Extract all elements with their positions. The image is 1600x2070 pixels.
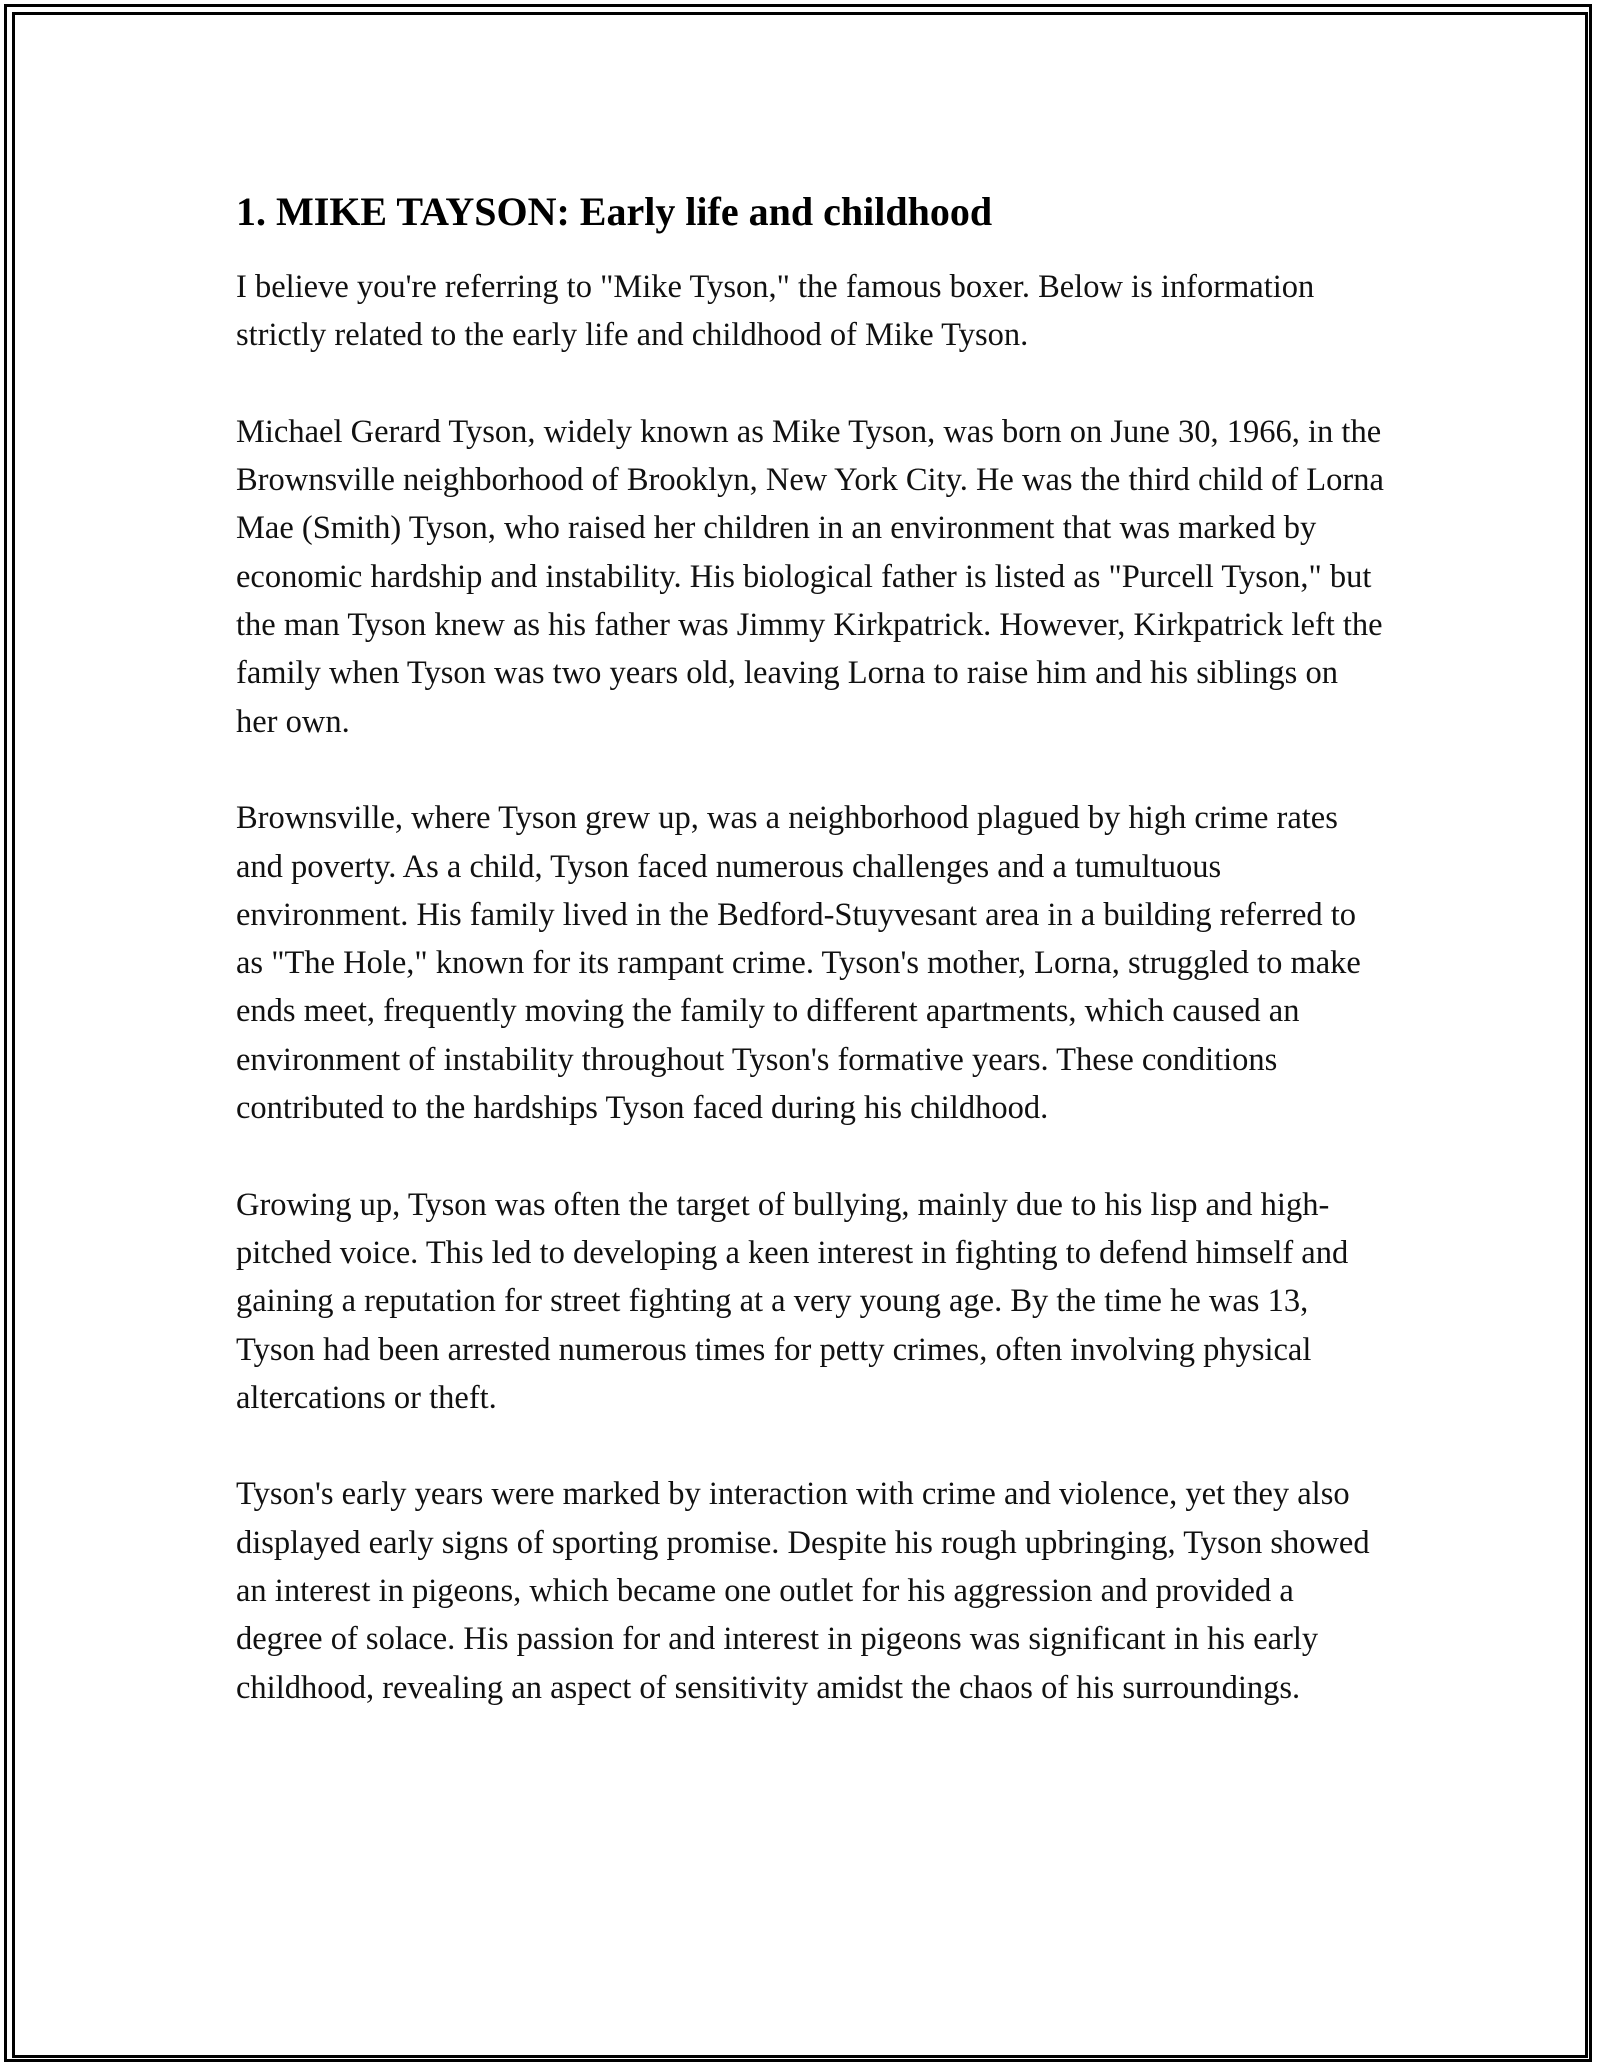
paragraph-brownsville: Brownsville, where Tyson grew up, was a neighborhood plagued by high crime rates and poverty. As a child, Tyson faced numerous challenges and a tumultuous environment. His family lived in the Bedford-Stuyvesant area in a building referred to as "The Hole," known for its rampant crime. Tyson's mother, Lorna, struggled to make ends meet, frequently moving the family to different apartments, which caused an environment of instability throughout Tyson's formative years. These conditions contributed to the hardships Tyson faced during his childhood. bbox=[236, 800, 1361, 1127]
paragraph-birth-family: Michael Gerard Tyson, widely known as Mike Tyson, was born on June 30, 1966, in the Brownsville neighborhood of Brooklyn, New York City. He was the third child of Lorna Mae (Smith) Tyson, who raised her children in an environment that was marked by economic hardship and instability. His biological father is listed as "Purcell Tyson," but the man Tyson knew as his father was Jimmy Kirkpatrick. However, Kirkpatrick left the family when Tyson was two years old, leaving Lorna to raise him and his siblings on her own. bbox=[236, 413, 1384, 740]
paragraph-growing-up: Growing up, Tyson was often the target of bullying, mainly due to his lisp and high-pitched voice. This led to developing a keen interest in fighting to defend himself and gaining a reputation for street fighting at a very young age. By the time he was 13, Tyson had been arrested numerous times for petty crimes, often involving physical altercations or theft. bbox=[236, 1186, 1349, 1416]
paragraph-early-years: Tyson's early years were marked by interaction with crime and violence, yet they also displayed early signs of sporting promise. Despite his rough upbringing, Tyson showed an interest in pigeons, which became one outlet for his aggression and provided a degree of solace. His passion for and interest in pigeons was significant in his early childhood, revealing an aspect of sensitivity amidst the chaos of his surroundings. bbox=[236, 1476, 1370, 1706]
section-heading: 1. MIKE TAYSON: Early life and childhood bbox=[236, 189, 993, 234]
paragraph-intro: I believe you're referring to "Mike Tyson," the famous boxer. Below is information strictly related to the early life and childhood of Mike Tyson. bbox=[236, 269, 1315, 354]
document-body bbox=[236, 186, 1386, 1760]
